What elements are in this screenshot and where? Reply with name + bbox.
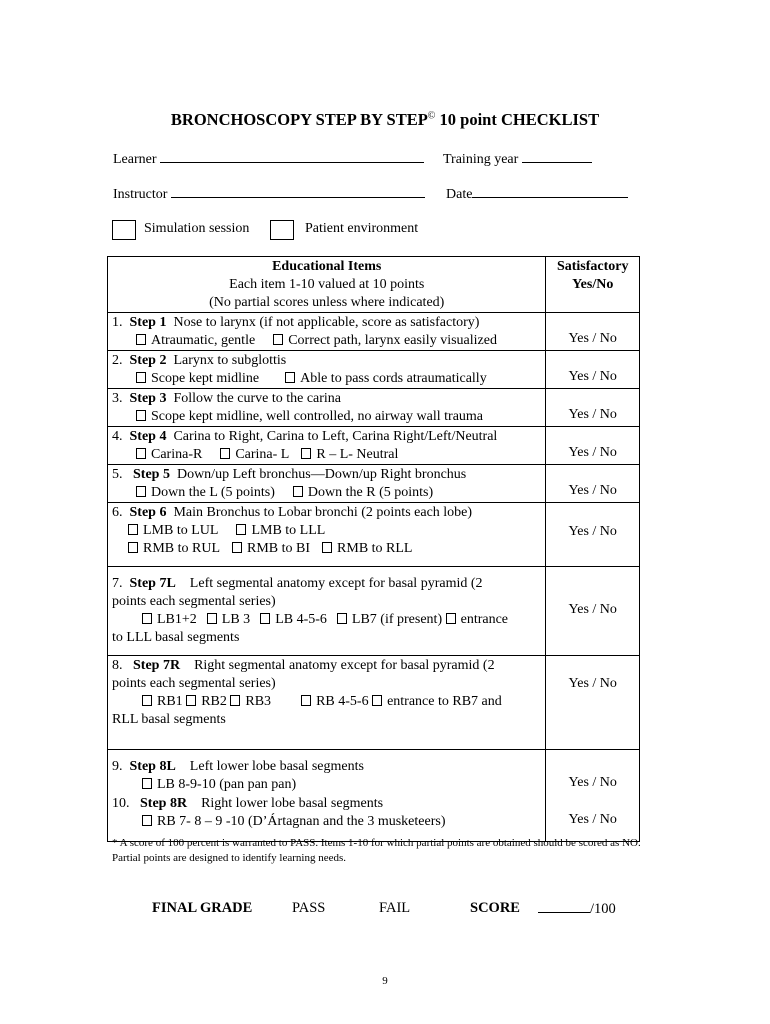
- date-field[interactable]: [446, 185, 628, 203]
- checkbox-icon[interactable]: [285, 372, 295, 383]
- table-row: 7. Step 7L Left segmental anatomy except for basal pyramid (2 points each segmental series) LB1+2 LB 3 LB 4-5-6 LB7 (if present) entrance to LLL basal segments Yes / No: [108, 567, 640, 656]
- checkbox-icon[interactable]: [186, 695, 196, 706]
- instructor-label: Instructor: [113, 187, 168, 202]
- checkbox-icon[interactable]: [236, 524, 246, 535]
- score-line[interactable]: [538, 900, 590, 913]
- answer-cell[interactable]: Yes / No: [546, 427, 640, 465]
- satisfactory-header: Satisfactory Yes/No: [546, 257, 640, 313]
- fail-option[interactable]: FAIL: [379, 900, 411, 916]
- scoring-footnote: * A score of 100 percent is warranted to PASS. Items 1-10 for which partial points are obtained should be scored as NO. Partial points are designed to identify learning needs.: [112, 837, 641, 864]
- answer-cell[interactable]: Yes / No: [546, 503, 640, 567]
- instructor-line[interactable]: [171, 185, 425, 198]
- answer-cell[interactable]: Yes / No: [546, 465, 640, 503]
- table-row: 5. Step 5 Down/up Left bronchus—Down/up Right bronchus Down the L (5 points) Down the R (5 points) Yes / No: [108, 465, 640, 503]
- score-field[interactable]: [538, 900, 616, 918]
- training-year-field[interactable]: [443, 150, 592, 168]
- table-row: 8. Step 7R Right segmental anatomy except for basal pyramid (2 points each segmental series) RB1 RB2 RB3 RB 4-5-6 entrance to RB7 and RLL basal segments Yes / No: [108, 656, 640, 750]
- patient-environment-checkbox[interactable]: [270, 220, 294, 240]
- checkbox-icon[interactable]: [301, 695, 311, 706]
- answer-cell[interactable]: Yes / No: [546, 313, 640, 351]
- learner-field[interactable]: [113, 150, 424, 168]
- checkbox-icon[interactable]: [220, 448, 230, 459]
- pass-option[interactable]: PASS: [292, 900, 326, 916]
- simulation-session-checkbox[interactable]: [112, 220, 136, 240]
- learner-label: Learner: [113, 152, 157, 167]
- table-row: 9. Step 8L Left lower lobe basal segments LB 8-9-10 (pan pan pan) Yes / No: [108, 750, 640, 795]
- checklist-title: BRONCHOSCOPY STEP BY STEP© 10 point CHECKLIST: [170, 110, 600, 129]
- date-label: Date: [446, 187, 473, 202]
- checkbox-icon[interactable]: [293, 486, 303, 497]
- checkbox-icon[interactable]: [136, 486, 146, 497]
- date-line[interactable]: [472, 185, 628, 198]
- checkbox-icon[interactable]: [142, 778, 152, 789]
- checkbox-icon[interactable]: [207, 613, 217, 624]
- patient-environment-label: Patient environment: [305, 221, 419, 236]
- checkbox-icon[interactable]: [301, 448, 311, 459]
- checkbox-icon[interactable]: [136, 448, 146, 459]
- checklist-table: [107, 256, 640, 842]
- checkbox-icon[interactable]: [128, 524, 138, 535]
- checkbox-icon[interactable]: [142, 613, 152, 624]
- checkbox-icon[interactable]: [446, 613, 456, 624]
- score-label: SCORE: [470, 900, 520, 916]
- checkbox-icon[interactable]: [136, 410, 146, 421]
- training-year-line[interactable]: [522, 150, 592, 163]
- learner-line[interactable]: [160, 150, 424, 163]
- simulation-session-label: Simulation session: [144, 221, 250, 236]
- table-row: 4. Step 4 Carina to Right, Carina to Left, Carina Right/Left/Neutral Carina-R Carina- L R – L- Neutral Yes / No: [108, 427, 640, 465]
- final-grade-label: FINAL GRADE: [152, 900, 253, 916]
- answer-cell[interactable]: Yes / No: [546, 351, 640, 389]
- answer-cell[interactable]: Yes / No: [546, 656, 640, 750]
- table-row: 10. Step 8R Right lower lobe basal segments RB 7- 8 – 9 -10 (D’Ártagnan and the 3 musketeers) Yes / No: [108, 794, 640, 842]
- checkbox-icon[interactable]: [372, 695, 382, 706]
- checkbox-icon[interactable]: [142, 815, 152, 826]
- training-year-label: Training year: [443, 152, 519, 167]
- checkbox-icon[interactable]: [273, 334, 283, 345]
- answer-cell[interactable]: Yes / No: [546, 389, 640, 427]
- checkbox-icon[interactable]: [337, 613, 347, 624]
- answer-cell[interactable]: Yes / No: [546, 794, 640, 842]
- table-header-row: [108, 257, 640, 313]
- page-number: 9: [382, 975, 388, 987]
- checkbox-icon[interactable]: [128, 542, 138, 553]
- checkbox-icon[interactable]: [142, 695, 152, 706]
- checkbox-icon[interactable]: [260, 613, 270, 624]
- answer-cell[interactable]: Yes / No: [546, 750, 640, 795]
- educational-items-header: Educational Items Each item 1-10 valued at 10 points (No partial scores unless where indicated): [108, 257, 546, 313]
- table-row: 6. Step 6 Main Bronchus to Lobar bronchi (2 points each lobe) LMB to LUL LMB to LLL RMB to RUL RMB to BI RMB to RLL Yes / No: [108, 503, 640, 567]
- answer-cell[interactable]: Yes / No: [546, 567, 640, 656]
- checkbox-icon[interactable]: [136, 372, 146, 383]
- checkbox-icon[interactable]: [230, 695, 240, 706]
- table-row: 1. Step 1 Nose to larynx (if not applicable, score as satisfactory) Atraumatic, gentle Correct path, larynx easily visualized Yes / No: [108, 313, 640, 351]
- table-row: 3. Step 3 Follow the curve to the carina Scope kept midline, well controlled, no airway wall trauma Yes / No: [108, 389, 640, 427]
- score-suffix: /100: [590, 901, 616, 917]
- table-row: 2. Step 2 Larynx to subglottis Scope kept midline Able to pass cords atraumatically Yes / No: [108, 351, 640, 389]
- checkbox-icon[interactable]: [232, 542, 242, 553]
- checkbox-icon[interactable]: [322, 542, 332, 553]
- checkbox-icon[interactable]: [136, 334, 146, 345]
- instructor-field[interactable]: [113, 185, 425, 203]
